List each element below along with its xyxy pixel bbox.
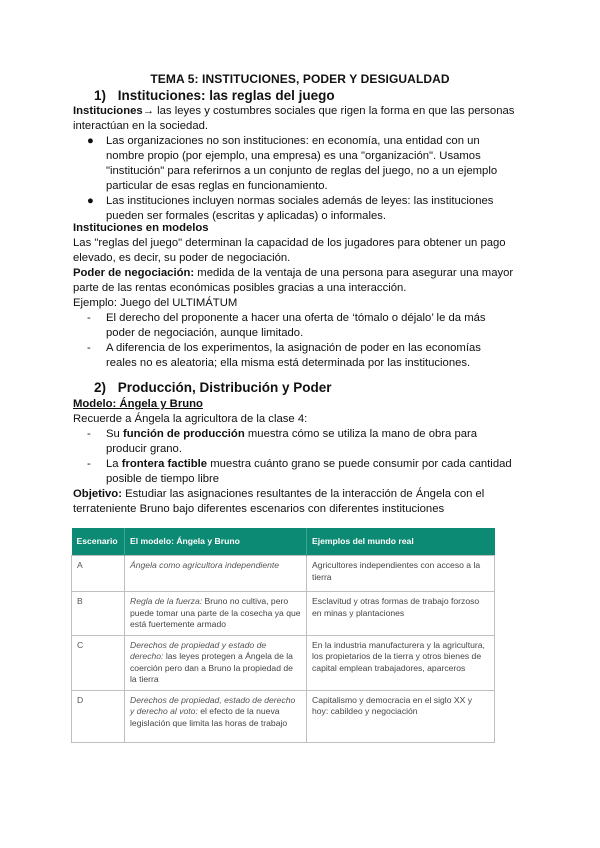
table-row: [72, 690, 495, 742]
list-item: [73, 341, 513, 371]
institutions-term: Instituciones: [73, 105, 143, 117]
dash-text: A diferencia de los experimentos, la asignación de poder en las economías reales no es aleatoria; ella misma está determinada por las instituciones.: [106, 342, 481, 369]
model-italic-text: Ángela como agricultora independiente: [130, 560, 280, 570]
model-cell: [125, 635, 307, 690]
section-2-number: 2): [94, 380, 107, 395]
header-ejemplos: Ejemplos del mundo real: [307, 528, 495, 556]
bargaining-power-term: Poder de negociación:: [73, 267, 195, 279]
model-cell: [125, 592, 307, 636]
arrow-symbol: →: [142, 105, 154, 117]
dash-marker: -: [87, 342, 91, 354]
objective-term: Objetivo:: [73, 488, 122, 500]
bullet-text: Las instituciones incluyen normas sociales además de leyes: las instituciones pueden ser formales (escritas y aplicadas) o informales.: [106, 195, 494, 222]
model-italic-text: Regla de la fuerza:: [130, 596, 203, 606]
list-item: [73, 194, 513, 224]
institutions-definition-text: las leyes y costumbres sociales que rigen la forma en que las personas interactúan en la sociedad.: [73, 105, 515, 132]
ultimatum-example: Ejemplo: Juego del ULTIMÁTUM: [73, 297, 238, 309]
list-item: [73, 311, 513, 341]
scenario-cell: A: [72, 556, 125, 592]
bullet-text: Las organizaciones no son instituciones: en economía, una entidad con un nombre propio (por ejemplo, una empresa) es una "organización". Usamos "institución" para referirnos a un conjunto de reglas del juego, no a un ejemplo particular de esas reglas en funcionamiento.: [106, 135, 498, 192]
model-cell: [125, 556, 307, 592]
dash-text-post: muestra cómo se utiliza la mano de obra para producir grano.: [106, 428, 478, 455]
scenario-cell: B: [72, 592, 125, 636]
models-subheading: Instituciones en modelos: [73, 222, 209, 234]
scenario-cell: D: [72, 690, 125, 742]
list-item: [73, 457, 513, 487]
list-item: [73, 427, 513, 457]
recall-line: Recuerde a Ángela la agricultora de la clase 4:: [73, 413, 308, 425]
dash-marker: -: [87, 458, 91, 470]
production-function-term: función de producción: [122, 428, 245, 440]
dash-marker: -: [87, 428, 91, 440]
model-cell: [125, 690, 307, 742]
scenario-cell: C: [72, 635, 125, 690]
ultimatum-dash-list: [73, 311, 513, 371]
section-2-title: Producción, Distribución y Poder: [117, 380, 332, 395]
list-item: [73, 134, 513, 194]
table-row: [72, 556, 495, 592]
bargaining-power-text: medida de la ventaja de una persona para asegurar una mayor parte de las rentas económicas posibles gracias a una interacción.: [73, 267, 514, 294]
dash-text-pre: La: [106, 458, 122, 470]
bullet-icon: ●: [87, 135, 94, 147]
bullet-icon: ●: [87, 195, 94, 207]
model-text: las leyes protegen a Ángela de la coerción pero dan a Bruno la propiedad de la tierra: [130, 651, 293, 684]
dash-marker: -: [87, 312, 91, 324]
models-paragraph: Las "reglas del juego" determinan la capacidad de los jugadores para obtener un pago elevado, es decir, su poder de negociación.: [73, 237, 506, 264]
table-row: [72, 635, 495, 690]
model-text: el efecto de la nueva legislación que limita las horas de trabajo: [130, 706, 288, 728]
section-1-title: Instituciones: las reglas del juego: [117, 88, 335, 103]
real-world-cell: Esclavitud y otras formas de trabajo forzoso en minas y plantaciones: [307, 592, 495, 636]
real-world-cell: Agricultores independientes con acceso a la tierra: [307, 556, 495, 592]
page-title: TEMA 5: INSTITUCIONES, PODER Y DESIGUALDAD: [150, 72, 450, 86]
scenarios-table: [71, 528, 495, 743]
institutions-bullet-list: [73, 134, 513, 224]
table-row: [72, 592, 495, 636]
model-italic-text: Derechos de propiedad y estado de derecho:: [130, 639, 267, 661]
section-1-number: 1): [94, 88, 107, 103]
table-header-row: [72, 528, 495, 556]
institutions-definition: [73, 104, 533, 134]
real-world-cell: Capitalismo y democracia en el siglo XX y hoy: cabildeo y negociación: [307, 690, 495, 742]
bargaining-power-definition: [73, 266, 533, 296]
feasible-frontier-term: frontera factible: [121, 458, 208, 470]
section-2-heading: [94, 380, 332, 395]
dash-text: El derecho del proponente a hacer una oferta de ‘tómalo o déjalo’ le da más poder de negociación, aunque limitado.: [106, 312, 486, 339]
dash-text-post: muestra cuánto grano se puede consumir por cada cantidad posible de tiempo libre: [106, 458, 512, 485]
model-italic-text: Derechos de propiedad, estado de derecho y derecho al voto:: [130, 694, 296, 716]
real-world-cell: En la industria manufacturera y la agricultura, los propietarios de la tierra y otros bienes de capital emplean trabajadores, aparceros: [307, 635, 495, 690]
objective-text: Estudiar las asignaciones resultantes de la interacción de Ángela con el terrateniente Bruno bajo diferentes escenarios con diferentes instituciones: [73, 488, 485, 515]
header-modelo: El modelo: Ángela y Bruno: [125, 528, 307, 556]
section-1-heading: [94, 88, 335, 103]
angela-dash-list: [73, 427, 513, 487]
model-title: Modelo: Ángela y Bruno: [73, 398, 203, 410]
dash-text-pre: Su: [106, 428, 123, 440]
model-text: Bruno no cultiva, pero puede tomar una parte de la cosecha ya que está fuertemente armado: [130, 596, 301, 629]
header-escenario: Escenario: [72, 528, 125, 556]
objective-paragraph: [73, 487, 533, 517]
